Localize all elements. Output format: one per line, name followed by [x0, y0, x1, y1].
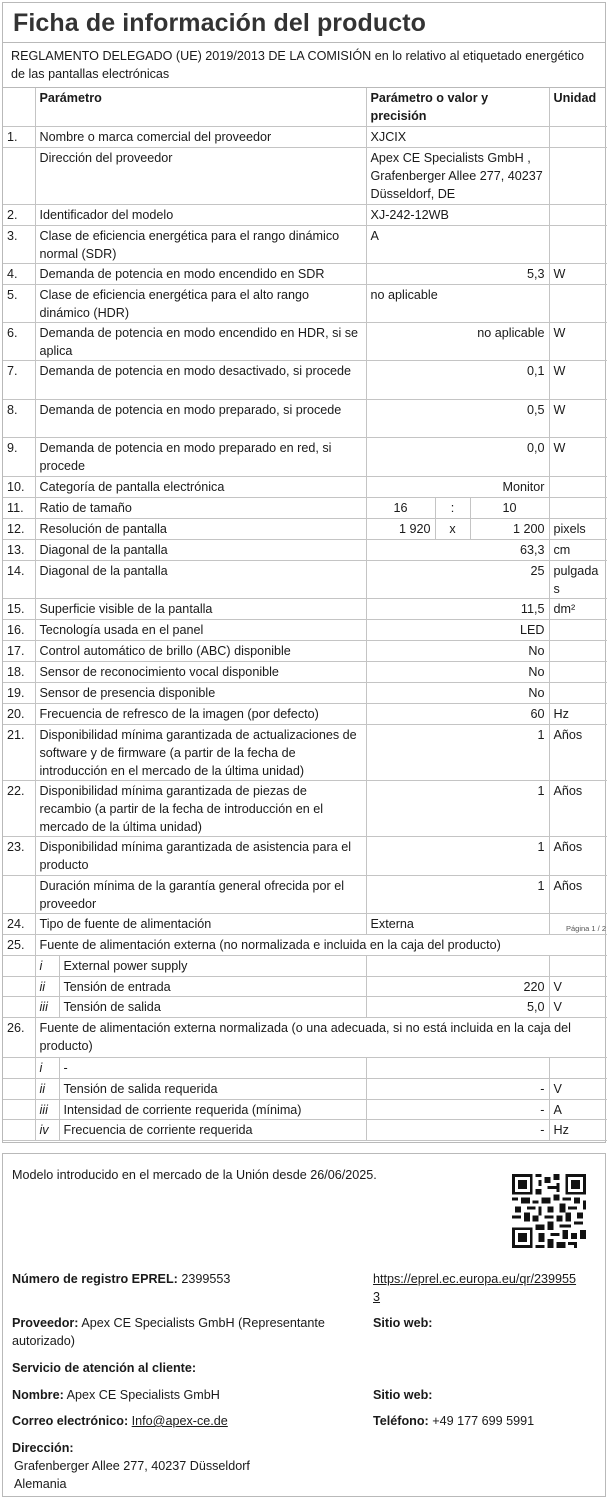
qr-code-icon[interactable] [512, 1174, 586, 1248]
ratio-separator: : [435, 497, 470, 518]
row-number: 4. [3, 263, 35, 284]
parameters-table [3, 88, 607, 1141]
row-unit: Años [549, 836, 607, 875]
table-row [3, 360, 607, 399]
row-parameter: Identificador del modelo [35, 204, 366, 225]
row-value: Monitor [366, 476, 549, 497]
row-unit: V [549, 996, 607, 1017]
row-parameter: Tipo de fuente de alimentación [35, 913, 366, 934]
eprel-link[interactable]: https://eprel.ec.europa.eu/qr/2399553 [373, 1272, 577, 1304]
row-number: 24. [3, 913, 35, 934]
row-value: 0,1 [366, 360, 549, 399]
row-number: 10. [3, 476, 35, 497]
row-parameter: Demanda de potencia en modo preparado en red, si procede [35, 437, 366, 476]
subrow-index: ii [35, 976, 59, 996]
table-row [3, 619, 607, 640]
table-header [3, 88, 607, 126]
row-parameter: Clase de eficiencia energética para el rango dinámico normal (SDR) [35, 225, 366, 263]
row-value: No [366, 682, 549, 703]
supplier-value: Apex CE Specialists GmbH (Representante autorizado) [12, 1316, 325, 1348]
row-unit: W [549, 322, 607, 360]
header-parameter: Parámetro [35, 88, 366, 126]
table-row [3, 913, 607, 934]
row-unit [549, 476, 607, 497]
email-link[interactable]: Info@apex-ce.de [131, 1414, 228, 1428]
subrow-index: i [35, 1057, 59, 1078]
table-row [3, 724, 607, 780]
row-value: 63,3 [366, 539, 549, 560]
page-title: Ficha de información del producto [13, 9, 427, 37]
row-number: 7. [3, 360, 35, 399]
row-parameter: Frecuencia de refresco de la imagen (por defecto) [35, 703, 366, 724]
row-unit: W [549, 437, 607, 476]
row-unit: Años [549, 875, 607, 913]
row-value: LED [366, 619, 549, 640]
row-unit [549, 661, 607, 682]
row-value: No [366, 640, 549, 661]
table-row [3, 661, 607, 682]
row-parameter: Sensor de presencia disponible [35, 682, 366, 703]
table-row [3, 497, 607, 518]
row-parameter: Ratio de tamaño [35, 497, 366, 518]
row-parameter: External power supply [59, 955, 366, 976]
address-line: Grafenberger Allee 277, 40237 Düsseldorf [14, 1459, 250, 1473]
row-number: 13. [3, 539, 35, 560]
table-row [3, 640, 607, 661]
resolution-separator: x [435, 518, 470, 539]
row-number: 25. [3, 934, 35, 955]
table-row [3, 539, 607, 560]
row-value: 1 [366, 724, 549, 780]
row-value: Apex CE Specialists GmbH , Grafenberger Allee 277, 40237 Düsseldorf, DE [366, 147, 549, 204]
row-parameter: Dirección del proveedor [35, 147, 366, 204]
eprel-label: Número de registro EPREL: [12, 1272, 178, 1286]
table-row [3, 126, 607, 147]
row-parameter: Disponibilidad mínima garantizada de asistencia para el producto [35, 836, 366, 875]
website-label: Sitio web: [373, 1388, 433, 1402]
row-parameter: Disponibilidad mínima garantizada de actualizaciones de software y de firmware (a partir de la fecha de introducción en el mercado de la última unidad) [35, 724, 366, 780]
row-unit: Hz [549, 1119, 607, 1140]
row-value: 25 [366, 560, 549, 598]
row-number: 21. [3, 724, 35, 780]
row-unit: pixels [549, 518, 607, 539]
row-parameter: Sensor de reconocimiento vocal disponible [35, 661, 366, 682]
table-row [3, 518, 607, 539]
row-value: 5,0 [366, 996, 549, 1017]
phone-line [373, 1412, 534, 1430]
row-unit: V [549, 976, 607, 996]
address-label: Dirección: [12, 1441, 74, 1455]
row-unit: W [549, 399, 607, 437]
table-row [3, 147, 607, 204]
row-unit: Años [549, 724, 607, 780]
row-parameter: Resolución de pantalla [35, 518, 366, 539]
row-number: 12. [3, 518, 35, 539]
row-number: 6. [3, 322, 35, 360]
row-unit [549, 204, 607, 225]
row-value [366, 1057, 549, 1078]
header-unit: Unidad [549, 88, 607, 126]
row-parameter: Demanda de potencia en modo preparado, si procede [35, 399, 366, 437]
row-number [3, 147, 35, 204]
table-row [3, 934, 607, 955]
table-row [3, 836, 607, 875]
row-number: 22. [3, 780, 35, 836]
table-row [3, 399, 607, 437]
row-unit [549, 682, 607, 703]
row-value: 1 [366, 780, 549, 836]
table-row [3, 322, 607, 360]
table-subrow [3, 1119, 607, 1140]
row-number: 26. [3, 1017, 35, 1057]
row-number: 17. [3, 640, 35, 661]
row-parameter: Superficie visible de la pantalla [35, 598, 366, 619]
row-parameter: Tensión de salida [59, 996, 366, 1017]
market-introduction-date: Modelo introducido en el mercado de la Unión desde 26/06/2025. [12, 1168, 377, 1182]
name-label: Nombre: [12, 1388, 64, 1402]
row-value: No [366, 661, 549, 682]
regulation-text: REGLAMENTO DELEGADO (UE) 2019/2013 DE LA COMISIÓN en lo relativo al etiquetado energético de las pantallas electrónicas [3, 43, 605, 88]
row-parameter: Demanda de potencia en modo desactivado, si procede [35, 360, 366, 399]
row-parameter: Frecuencia de corriente requerida [59, 1119, 366, 1140]
row-value: 1 [366, 836, 549, 875]
row-unit: dm² [549, 598, 607, 619]
row-number: 14. [3, 560, 35, 598]
row-unit: V [549, 1078, 607, 1099]
table-row [3, 560, 607, 598]
table-row [3, 225, 607, 263]
subrow-index: iii [35, 996, 59, 1017]
row-parameter: Diagonal de la pantalla [35, 539, 366, 560]
row-parameter: Clase de eficiencia energética para el alto rango dinámico (HDR) [35, 284, 366, 322]
row-parameter: Disponibilidad mínima garantizada de piezas de recambio (a partir de la fecha de introducción en el mercado de la última unidad) [35, 780, 366, 836]
row-unit: W [549, 360, 607, 399]
table-row [3, 1017, 607, 1057]
row-parameter: Diagonal de la pantalla [35, 560, 366, 598]
table-row [3, 598, 607, 619]
row-parameter: Tensión de salida requerida [59, 1078, 366, 1099]
table-row [3, 263, 607, 284]
row-number: 9. [3, 437, 35, 476]
row-value: A [366, 225, 549, 263]
row-unit: cm [549, 539, 607, 560]
row-value [366, 955, 549, 976]
supplier-info-panel [2, 1153, 606, 1497]
website-label: Sitio web: [373, 1316, 433, 1330]
resolution-height: 1 200 [470, 518, 549, 539]
email-label: Correo electrónico: [12, 1414, 129, 1428]
row-unit [549, 640, 607, 661]
row-unit: Hz [549, 703, 607, 724]
row-number: 8. [3, 399, 35, 437]
customer-service-heading: Servicio de atención al cliente: [12, 1361, 197, 1375]
subrow-index: iv [35, 1119, 59, 1140]
row-parameter: Demanda de potencia en modo encendido en SDR [35, 263, 366, 284]
row-value: 5,3 [366, 263, 549, 284]
row-value: 1 [366, 875, 549, 913]
title-band [3, 3, 605, 43]
contact-name-line [12, 1386, 220, 1404]
row-value: 220 [366, 976, 549, 996]
row-number: 18. [3, 661, 35, 682]
address-country: Alemania [14, 1477, 67, 1491]
table-row [3, 703, 607, 724]
row-number: 23. [3, 836, 35, 875]
row-unit: A [549, 1099, 607, 1119]
row-parameter: Demanda de potencia en modo encendido en HDR, si se aplica [35, 322, 366, 360]
table-row [3, 682, 607, 703]
row-number: 5. [3, 284, 35, 322]
row-unit: W [549, 263, 607, 284]
subrow-index: i [35, 955, 59, 976]
row-number: 20. [3, 703, 35, 724]
table-subrow [3, 955, 607, 976]
row-number: 16. [3, 619, 35, 640]
table-row [3, 780, 607, 836]
row-parameter: Fuente de alimentación externa normalizada (o una adecuada, si no está incluida en la caja del producto) [35, 1017, 607, 1057]
row-number: 3. [3, 225, 35, 263]
row-parameter: Nombre o marca comercial del proveedor [35, 126, 366, 147]
resolution-width: 1 920 [366, 518, 435, 539]
row-number: 1. [3, 126, 35, 147]
row-parameter: Duración mínima de la garantía general ofrecida por el proveedor [35, 875, 366, 913]
table-subrow [3, 1078, 607, 1099]
row-unit: Años [549, 780, 607, 836]
row-unit [549, 225, 607, 263]
table-row [3, 284, 607, 322]
row-parameter: Fuente de alimentación externa (no normalizada e incluida en la caja del producto) [35, 934, 607, 955]
ratio-height: 10 [470, 497, 549, 518]
row-unit [549, 1057, 607, 1078]
row-unit [549, 497, 607, 518]
row-number: 15. [3, 598, 35, 619]
table-subrow [3, 996, 607, 1017]
phone-label: Teléfono: [373, 1414, 429, 1428]
row-value: XJCIX [366, 126, 549, 147]
row-value: Externa [366, 913, 549, 934]
phone-value: +49 177 699 5991 [432, 1414, 535, 1428]
row-unit [549, 955, 607, 976]
row-parameter: Tecnología usada en el panel [35, 619, 366, 640]
row-parameter: Tensión de entrada [59, 976, 366, 996]
row-number: 2. [3, 204, 35, 225]
header-value: Parámetro o valor y precisión [366, 88, 549, 126]
row-parameter: Categoría de pantalla electrónica [35, 476, 366, 497]
table-row [3, 875, 607, 913]
row-unit: pulgadas [549, 560, 607, 598]
supplier-line [12, 1314, 362, 1350]
table-subrow [3, 1099, 607, 1119]
row-unit [549, 147, 607, 204]
row-parameter: - [59, 1057, 366, 1078]
table-subrow [3, 976, 607, 996]
row-value: - [366, 1099, 549, 1119]
table-subrow [3, 1057, 607, 1078]
row-value: 11,5 [366, 598, 549, 619]
row-parameter: Intensidad de corriente requerida (mínima) [59, 1099, 366, 1119]
name-value: Apex CE Specialists GmbH [66, 1388, 220, 1402]
row-value: 0,5 [366, 399, 549, 437]
row-value: no aplicable [366, 284, 549, 322]
email-line [12, 1412, 228, 1430]
row-value: 0,0 [366, 437, 549, 476]
row-value: XJ-242-12WB [366, 204, 549, 225]
eprel-line [12, 1270, 230, 1288]
row-value: - [366, 1119, 549, 1140]
table-row [3, 476, 607, 497]
row-unit [549, 126, 607, 147]
row-number: 19. [3, 682, 35, 703]
table-row [3, 204, 607, 225]
row-unit [549, 284, 607, 322]
row-number [3, 875, 35, 913]
supplier-label: Proveedor: [12, 1316, 79, 1330]
row-value: - [366, 1078, 549, 1099]
row-parameter: Control automático de brillo (ABC) disponible [35, 640, 366, 661]
row-value: no aplicable [366, 322, 549, 360]
eprel-number: 2399553 [181, 1272, 231, 1286]
table-row [3, 437, 607, 476]
row-value: 60 [366, 703, 549, 724]
row-unit [549, 619, 607, 640]
ratio-width: 16 [366, 497, 435, 518]
page-number: Página 1 / 2 [565, 924, 606, 933]
product-info-sheet [2, 2, 606, 1143]
subrow-index: iii [35, 1099, 59, 1119]
subrow-index: ii [35, 1078, 59, 1099]
row-number: 11. [3, 497, 35, 518]
